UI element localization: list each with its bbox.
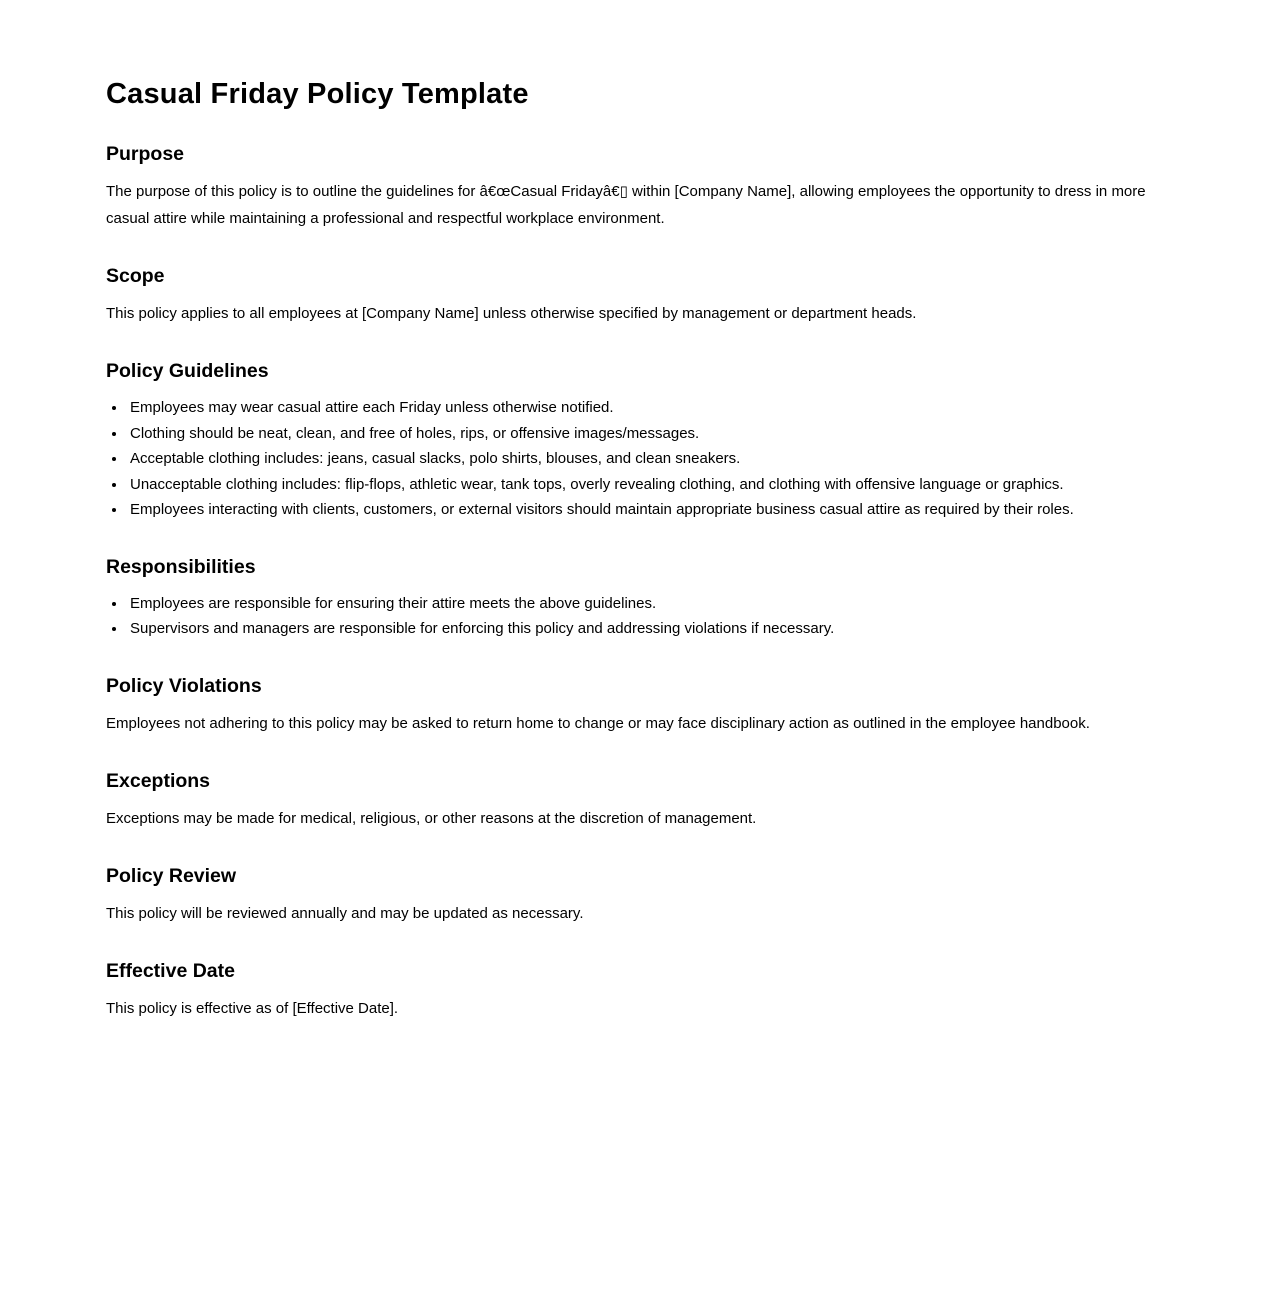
list-item: • Acceptable clothing includes: jeans, casual slacks, polo shirts, blouses, and clean sneakers.: [127, 446, 1160, 472]
policy-guidelines-list: [106, 395, 1160, 523]
exceptions-paragraph: Exceptions may be made for medical, religious, or other reasons at the discretion of management.: [106, 809, 757, 827]
document-title: Casual Friday Policy Template: [106, 78, 529, 110]
section-scope: [106, 265, 1162, 327]
section-exceptions: [106, 770, 1162, 832]
purpose-heading: Purpose: [106, 143, 185, 165]
section-responsibilities: [106, 556, 1162, 642]
section-policy-review: [106, 865, 1162, 927]
section-policy-violations: [106, 675, 1162, 737]
policy-guidelines-heading: Policy Guidelines: [106, 360, 269, 382]
list-item: • Employees interacting with clients, customers, or external visitors should maintain appropriate business casual attire as required by their roles.: [127, 497, 1160, 523]
policy-review-paragraph: This policy will be reviewed annually and may be updated as necessary.: [106, 904, 584, 922]
section-policy-guidelines: [106, 360, 1162, 523]
policy-violations-heading: Policy Violations: [106, 674, 262, 697]
effective-date-heading: Effective Date: [106, 959, 235, 982]
policy-violations-paragraph: Employees not adhering to this policy may be asked to return home to change or may face disciplinary action as outlined in the employee handbook.: [106, 714, 1090, 732]
list-item: • Supervisors and managers are responsible for enforcing this policy and addressing violations if necessary.: [127, 616, 1160, 642]
scope-paragraph: This policy applies to all employees at [Company Name] unless otherwise specified by management or department heads.: [106, 305, 917, 322]
exceptions-heading: Exceptions: [106, 769, 211, 792]
section-effective-date: [106, 960, 1162, 1022]
policy-review-heading: Policy Review: [106, 864, 237, 887]
purpose-paragraph: The purpose of this policy is to outline the guidelines for â€œCasual Fridayâ€▯ within [Company Name], allowing employees the opportunity to dress in more casual attire while maintaining a professional and respectful workplace environment.: [106, 183, 1146, 227]
list-item: • Employees are responsible for ensuring their attire meets the above guidelines.: [127, 591, 1160, 617]
responsibilities-list: [106, 591, 1160, 642]
list-item: • Employees may wear casual attire each Friday unless otherwise notified.: [127, 395, 1160, 421]
section-purpose: [106, 143, 1162, 232]
effective-date-paragraph: This policy is effective as of [Effective Date].: [106, 999, 399, 1017]
scope-heading: Scope: [106, 265, 165, 287]
responsibilities-heading: Responsibilities: [106, 555, 256, 578]
list-item: • Clothing should be neat, clean, and free of holes, rips, or offensive images/messages.: [127, 421, 1160, 447]
list-item: • Unacceptable clothing includes: flip-flops, athletic wear, tank tops, overly revealing clothing, and clothing with offensive language or graphics.: [127, 472, 1160, 498]
